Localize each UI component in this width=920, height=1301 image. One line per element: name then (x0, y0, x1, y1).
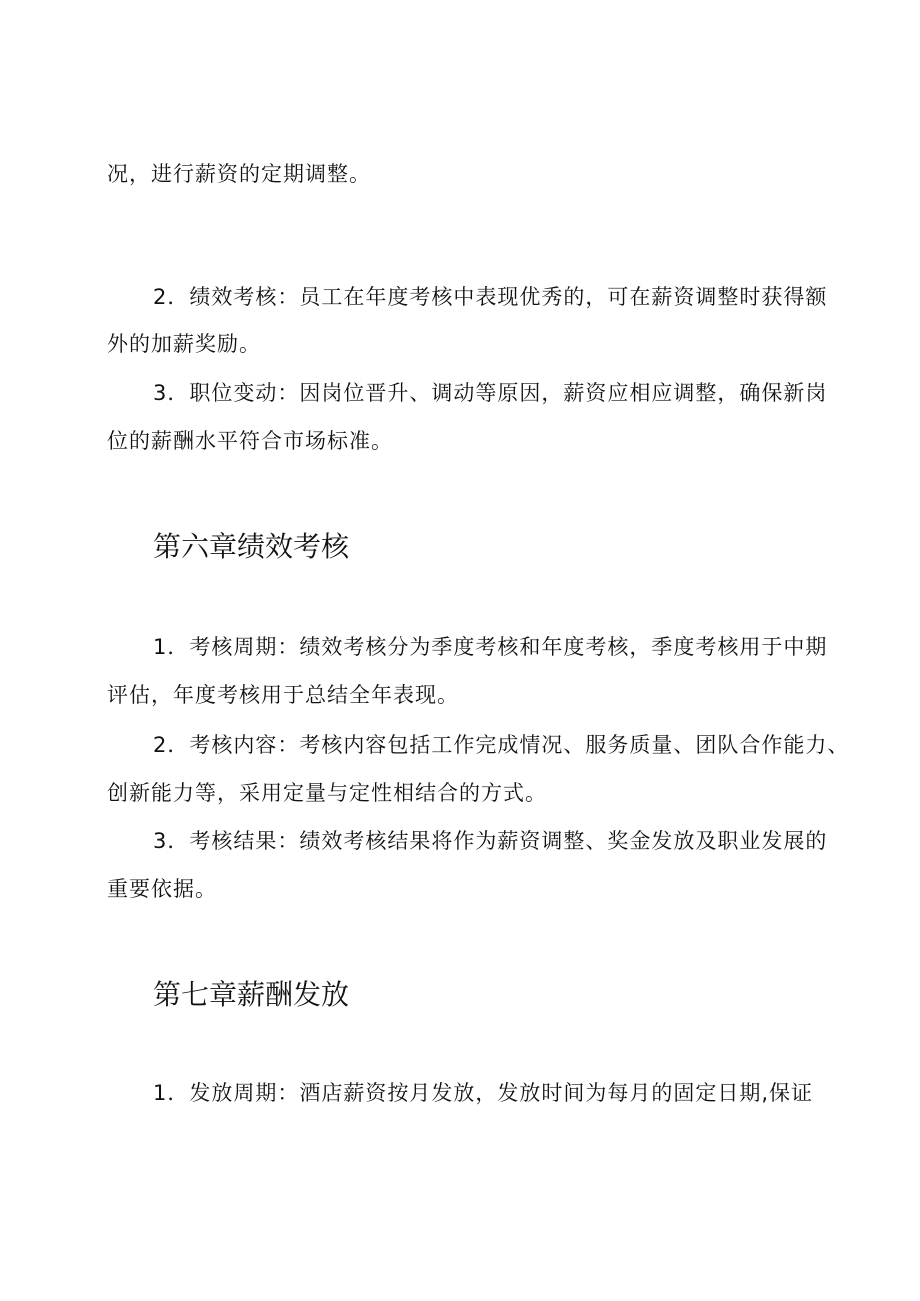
ch6-item-2-line1: 2．考核内容：考核内容包括工作完成情况、服务质量、团队合作能力、 (153, 733, 850, 757)
list-item-2-line1: 2．绩效考核：员工在年度考核中表现优秀的，可在薪资调整时获得额 (153, 285, 828, 309)
chapter-7-title: 第七章薪酬发放 (153, 978, 350, 1011)
paragraph-continuation: 况，进行薪资的定期调整。 (107, 162, 371, 186)
ch6-item-3-line2: 重要依据。 (107, 877, 217, 901)
list-item-3-line2: 位的薪酬水平符合市场标准。 (107, 429, 393, 453)
list-item-3-line1: 3．职位变动：因岗位晋升、调动等原因，薪资应相应调整，确保新岗 (153, 381, 828, 405)
list-item-2-line2: 外的加薪奖励。 (107, 332, 261, 356)
chapter-6-title: 第六章绩效考核 (153, 530, 350, 563)
ch6-item-2-line2: 创新能力等，采用定量与定性相结合的方式。 (107, 781, 547, 805)
ch6-item-1-line2: 评估，年度考核用于总结全年表现。 (107, 683, 459, 707)
ch6-item-3-line1: 3．考核结果：绩效考核结果将作为薪资调整、奖金发放及职业发展的 (153, 829, 828, 853)
ch6-item-1-line1: 1．考核周期：绩效考核分为季度考核和年度考核，季度考核用于中期 (153, 635, 828, 659)
ch7-item-1-line1: 1．发放周期：酒店薪资按月发放，发放时间为每月的固定日期,保证 (153, 1081, 814, 1105)
